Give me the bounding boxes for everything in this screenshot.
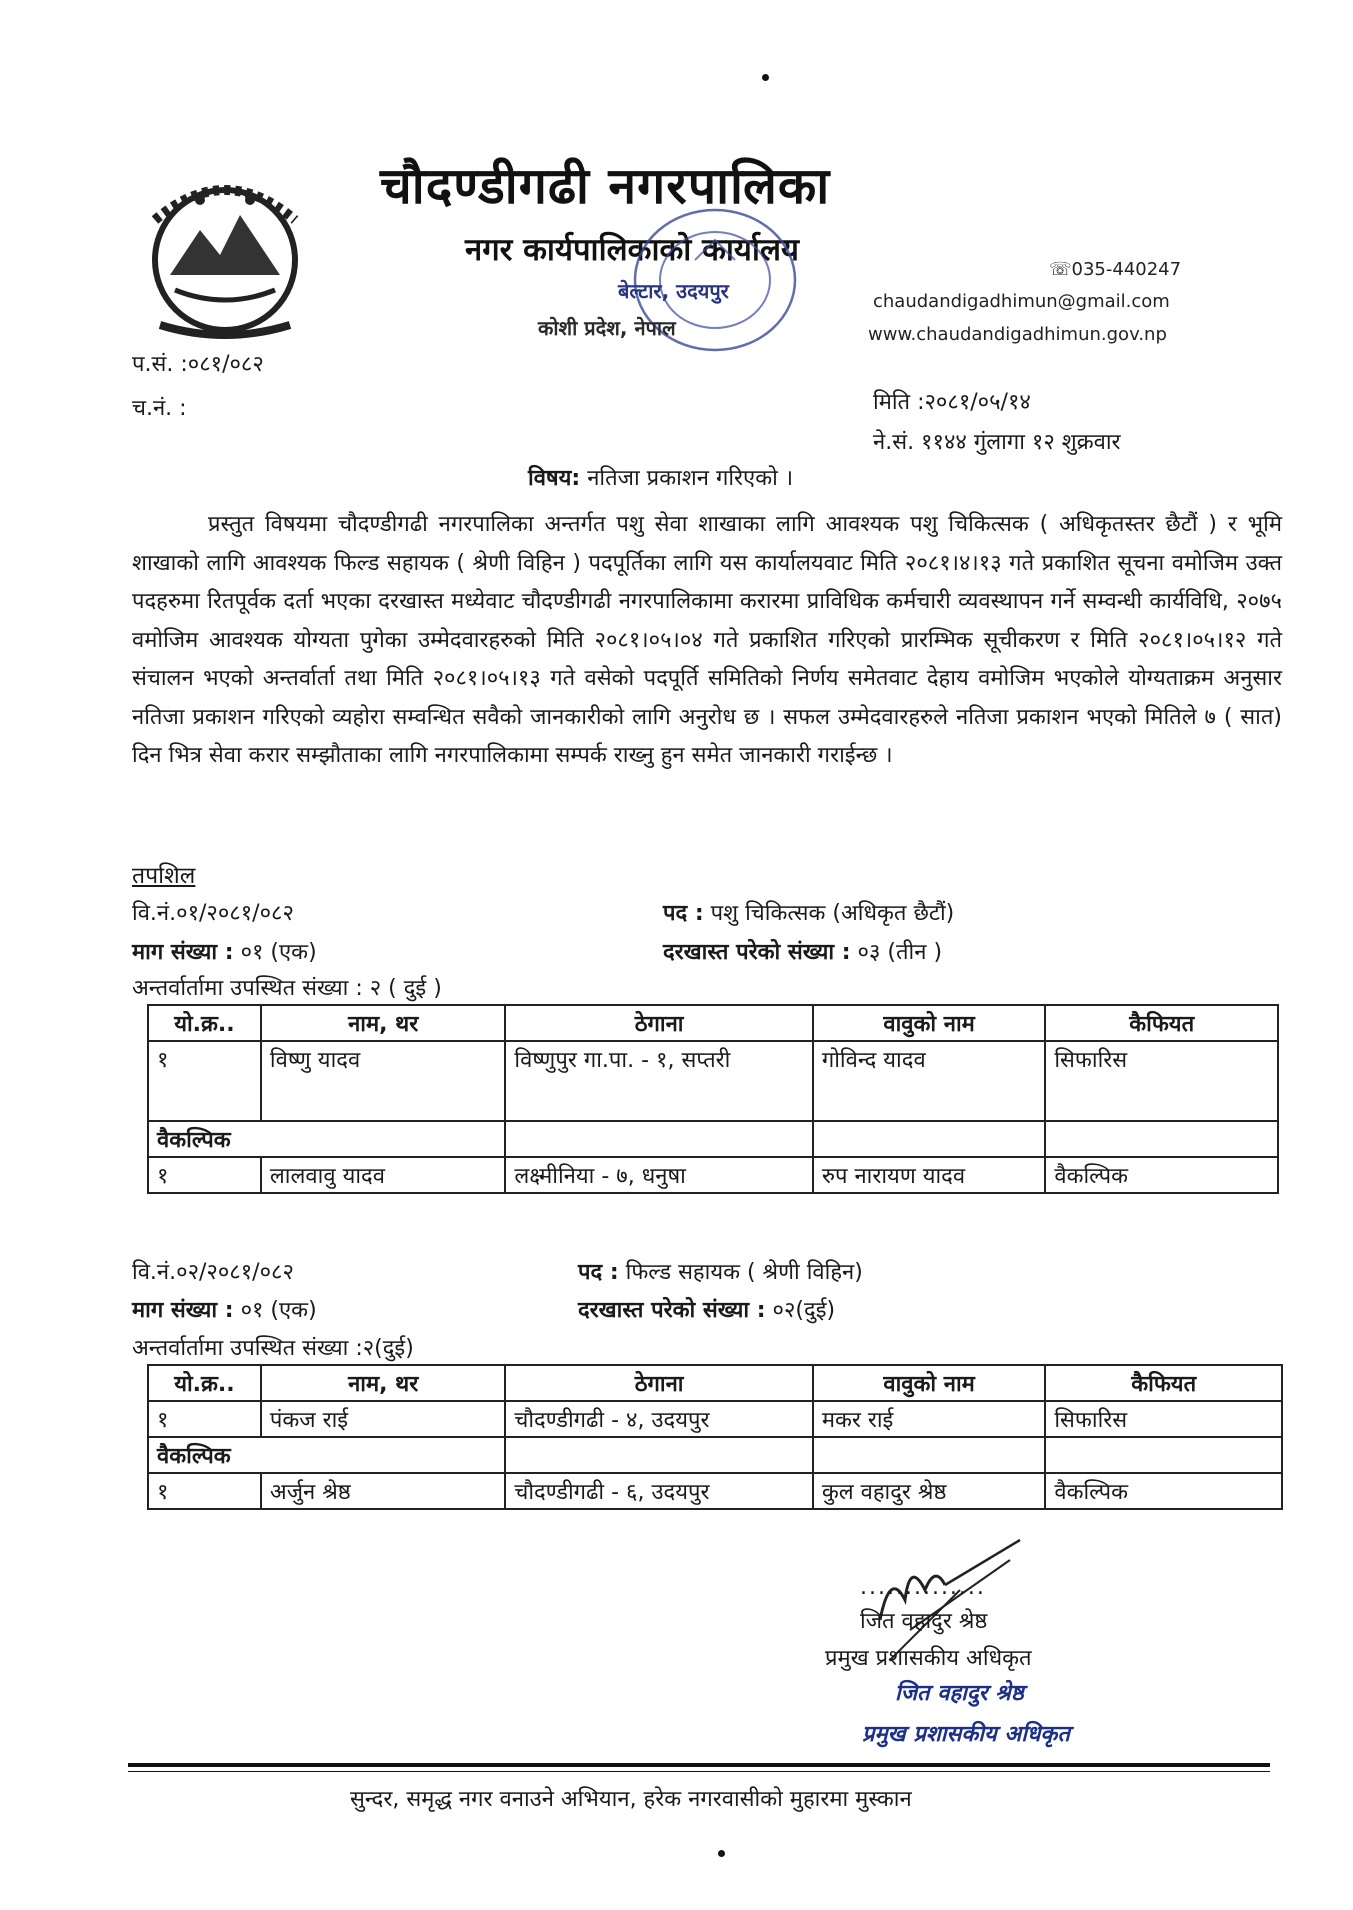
col-father: वावुको नाम xyxy=(813,1005,1046,1041)
col-sn: यो.क्र.. xyxy=(148,1005,261,1041)
applications-value-1: ०३ (तीन ) xyxy=(857,940,943,965)
applications-value-2: ०२(दुई) xyxy=(772,1298,836,1323)
date: मिति :२०८१/०५/१४ xyxy=(873,390,1031,415)
cell-remark: वैकल्पिक xyxy=(1045,1473,1282,1509)
bottom-dot xyxy=(718,1850,725,1857)
cell-address: विष्णुपुर गा.पा. - १, सप्तरी xyxy=(505,1041,812,1121)
cell-name: पंकज राई xyxy=(261,1401,505,1437)
details-heading: तपशिल xyxy=(132,863,196,889)
col-remark: कैफियत xyxy=(1045,1365,1282,1401)
cell-remark: वैकल्पिक xyxy=(1045,1157,1278,1193)
demand-2 xyxy=(132,1294,317,1324)
notice-no-1: वि.नं.०१/२०८१/०८२ xyxy=(132,901,294,926)
cell-father: गोविन्द यादव xyxy=(813,1041,1046,1121)
reference-number: प.सं. :०८१/०८२ xyxy=(132,352,264,377)
demand-label-2: माग संख्या : xyxy=(132,1298,234,1323)
footer-divider-thin xyxy=(128,1771,1270,1772)
municipality-title: चौदण्डीगढी नगरपालिका xyxy=(380,157,831,215)
alternate-label-row xyxy=(148,1437,1282,1473)
demand-1 xyxy=(132,936,317,966)
cell-remark: सिफारिस xyxy=(1045,1041,1278,1121)
cell-father: कुल वहादुर श्रेष्ठ xyxy=(813,1473,1046,1509)
post-value-1: पशु चिकित्सक (अधिकृत छैटौं) xyxy=(710,901,955,926)
applications-1 xyxy=(663,936,942,966)
signatory-name: जित वहादुर श्रेष्ठ xyxy=(860,1609,988,1634)
col-father: वावुको नाम xyxy=(813,1365,1046,1401)
cell-name: लालवावु यादव xyxy=(261,1157,506,1193)
cell-address: लक्ष्मीनिया - ७, धनुषा xyxy=(505,1157,812,1193)
present-label-2: अन्तर्वार्तामा उपस्थित संख्या xyxy=(132,1336,349,1361)
post-label-1: पद : xyxy=(663,901,704,926)
website-text: www.chaudandigadhimun.gov.np xyxy=(868,324,1167,345)
phone-number: 035-440247 xyxy=(1071,259,1182,280)
post-2 xyxy=(578,1256,863,1286)
applications-label-1: दरखास्त परेको संख्या : xyxy=(663,940,851,965)
email-text: chaudandigadhimun@gmail.com xyxy=(873,291,1170,312)
col-name: नाम, थर xyxy=(261,1365,505,1401)
col-remark: कैफियत xyxy=(1045,1005,1278,1041)
dispatch-number: च.नं. : xyxy=(132,396,187,421)
cell-name: विष्णु यादव xyxy=(261,1041,506,1121)
signature-dots: .............. xyxy=(860,1575,986,1600)
signatory-designation: प्रमुख प्रशासकीय अधिकृत xyxy=(825,1646,1032,1671)
col-sn: यो.क्र.. xyxy=(148,1365,261,1401)
phone-row xyxy=(1049,259,1181,280)
applications-2 xyxy=(578,1294,835,1324)
present-value-1: : २ ( दुई ) xyxy=(355,976,442,1001)
col-address: ठेगाना xyxy=(505,1005,812,1041)
table-header-row xyxy=(148,1365,1282,1401)
cell-father: मकर राई xyxy=(813,1401,1046,1437)
cell-father: रुप नारायण यादव xyxy=(813,1157,1046,1193)
cell-sn: १ xyxy=(148,1041,261,1121)
cell-sn: १ xyxy=(148,1401,261,1437)
present-1 xyxy=(132,972,442,1002)
applications-label-2: दरखास्त परेको संख्या : xyxy=(578,1298,766,1323)
office-subtitle: नगर कार्यपालिकाको कार्यालय xyxy=(465,232,799,268)
subject-line xyxy=(528,462,793,492)
stamp-text-province: कोशी प्रदेश, नेपाल xyxy=(538,316,676,340)
alternate-label-row xyxy=(148,1121,1278,1157)
table-row xyxy=(148,1157,1278,1193)
government-emblem-icon xyxy=(130,160,320,350)
demand-label-1: माग संख्या : xyxy=(132,940,234,965)
cell-address: चौदण्डीगढी - ६, उदयपुर xyxy=(505,1473,812,1509)
col-name: नाम, थर xyxy=(261,1005,506,1041)
subject-text: नतिजा प्रकाशन गरिएको । xyxy=(587,466,794,491)
table-row xyxy=(148,1473,1282,1509)
results-table-2 xyxy=(147,1364,1283,1510)
cell-sn: १ xyxy=(148,1473,261,1509)
present-value-2: :२(दुई) xyxy=(355,1336,414,1361)
stamp-signatory-name: जित वहादुर श्रेष्ठ xyxy=(895,1681,1024,1706)
demand-value-2: ०१ (एक) xyxy=(240,1298,317,1323)
demand-value-1: ०१ (एक) xyxy=(240,940,317,965)
body-paragraph: प्रस्तुत विषयमा चौदण्डीगढी नगरपालिका अन्तर्गत पशु सेवा शाखाका लागि आवश्यक पशु चिकित्सक ( अधिकृतस्तर छैटौं ) र भूमि शाखाको लागि आवश्यक फिल्ड सहायक ( श्रेणी विहिन ) पदपूर्तिका लागि यस कार्यालयवाट मिति २०८१।४।१३ गते प्रकाशित सूचना वमोजिम उक्त पदहरुमा रितपूर्वक दर्ता भएका दरखास्त मध्येवाट चौदण्डीगढी नगरपालिकामा करारमा प्राविधिक कर्मचारी व्यवस्थापन गर्ने सम्वन्धी कार्यविधि, २०७५ वमोजिम आवश्यक योग्यता पुगेका उम्मेदवारहरुको मिति २०८१।०५।०४ गते प्रकाशित गरिएको प्रारम्भिक सूचीकरण र मिति २०८१।०५।१२ गते संचालन भएको अन्तर्वार्ता तथा मिति २०८१।०५।१३ गते वसेको पदपूर्ति समितिको निर्णय समेतवाट देहाय वमोजिम भएकोले योग्यताक्रम अनुसार नतिजा प्रकाशन गरिएको व्यहोरा सम्वन्धित सवैको जानकारीको लागि अनुरोध छ । सफल उम्मेदवारहरुले नतिजा प्रकाशन भएको मितिले ७ ( सात) दिन भित्र सेवा करार सम्झौताका लागि नगरपालिकामा सम्पर्क राख्नु हुन समेत जानकारी गराईन्छ । xyxy=(132,512,1282,768)
stamp-text-location: बेल्टार, उदयपुर xyxy=(618,279,729,303)
footer-slogan: सुन्दर, समृद्ध नगर वनाउने अभियान, हरेक नगरवासीको मुहारमा मुस्कान xyxy=(350,1787,912,1812)
results-table-1 xyxy=(147,1004,1279,1194)
stamp-signatory-designation: प्रमुख प्रशासकीय अधिकृत xyxy=(862,1722,1070,1747)
nepal-samvat-date: ने.सं. ११४४ गुंलागा १२ शुक्रवार xyxy=(873,430,1121,455)
cell-name: अर्जुन श्रेष्ठ xyxy=(261,1473,505,1509)
col-address: ठेगाना xyxy=(505,1365,812,1401)
cell-address: चौदण्डीगढी - ४, उदयपुर xyxy=(505,1401,812,1437)
table-row xyxy=(148,1041,1278,1121)
cell-sn: १ xyxy=(148,1157,261,1193)
present-2 xyxy=(132,1332,414,1362)
alternate-label: वैकल्पिक xyxy=(148,1437,505,1473)
alternate-label: वैकल्पिक xyxy=(148,1121,505,1157)
post-value-2: फिल्ड सहायक ( श्रेणी विहिन) xyxy=(625,1260,863,1285)
cell-remark: सिफारिस xyxy=(1045,1401,1282,1437)
table-row xyxy=(148,1401,1282,1437)
present-label-1: अन्तर्वार्तामा उपस्थित संख्या xyxy=(132,976,349,1001)
subject-label: विषय: xyxy=(528,466,581,491)
top-dot xyxy=(762,74,769,81)
table-header-row xyxy=(148,1005,1278,1041)
footer-divider-thick xyxy=(128,1763,1270,1767)
phone-icon: ☏ xyxy=(1049,259,1072,280)
notice-no-2: वि.नं.०२/२०८१/०८२ xyxy=(132,1260,294,1285)
post-label-2: पद : xyxy=(578,1260,619,1285)
post-1 xyxy=(663,897,954,927)
